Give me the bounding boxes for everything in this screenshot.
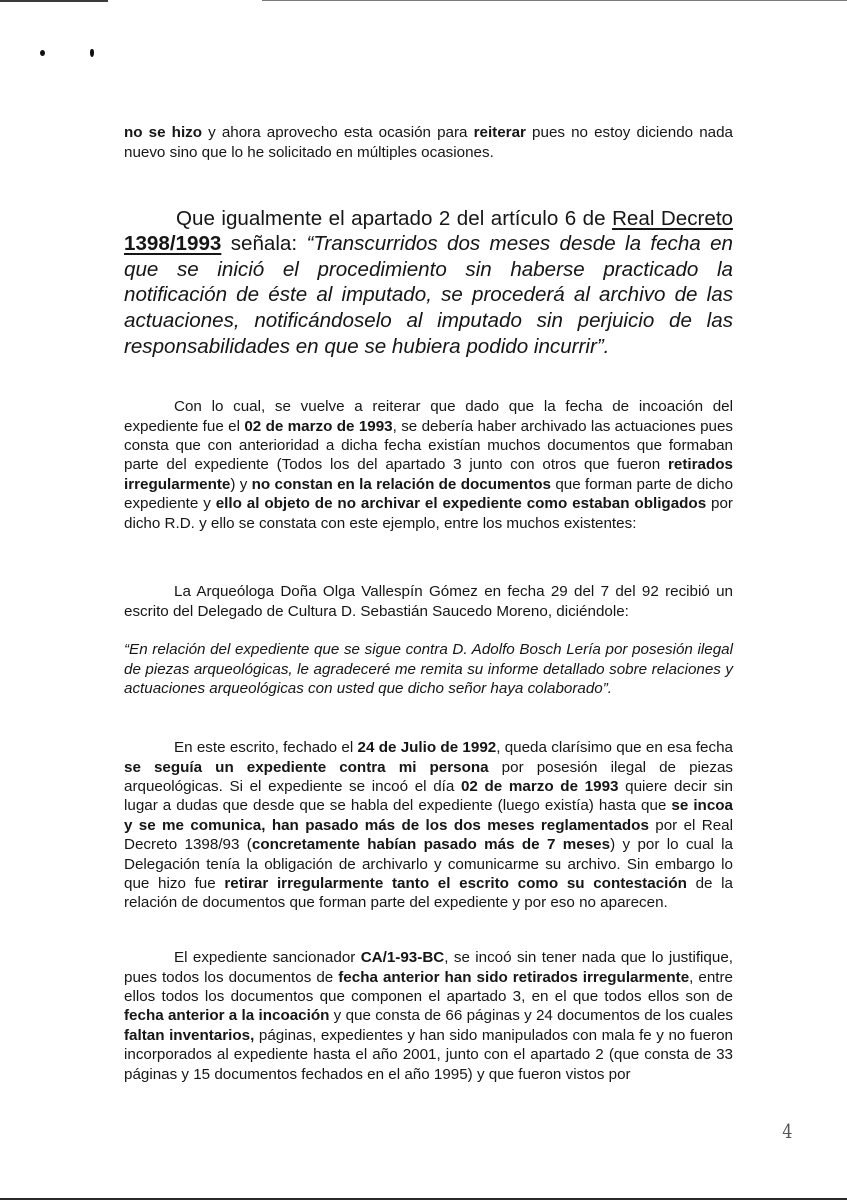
text-run: Real Decreto xyxy=(612,206,733,230)
paragraph-delegado-quote xyxy=(124,640,733,698)
text-run: El expediente sancionador xyxy=(174,949,361,967)
paragraph-escrito-fechado xyxy=(124,738,733,913)
text-run: 1398/1993 xyxy=(124,232,222,256)
text-run: y ahora aprovecho esta ocasión para xyxy=(202,124,474,142)
text-run: y que consta de 66 páginas y 24 documentos de los cuales xyxy=(329,1007,733,1025)
text-run: no constan en la relación de documentos xyxy=(251,475,551,493)
text-run: Con lo cual, se vuelve a reiterar que dado que la fecha de incoación del expediente fue el xyxy=(124,398,733,435)
text-run: no se hizo xyxy=(124,124,203,142)
text-run: por dicho R.D. y ello se constata con este ejemplo, entre los muchos existentes: xyxy=(124,495,733,532)
punch-hole-mark xyxy=(40,50,45,56)
text-run: En este escrito, fechado el xyxy=(174,739,358,757)
text-run: , se incoó sin tener nada que lo justifique, pues todos los documentos de xyxy=(124,949,733,986)
text-run: retirar irregularmente tanto el escrito como su contestación xyxy=(224,875,687,893)
text-run: “En relación del expediente que se sigue contra D. Adolfo Bosch Lería por posesión ilegal de piezas arqueológicas, le agradeceré me remita su informe detallado sobre relaciones y actuaciones arqueológicas con usted que dicho señor haya colaborado”. xyxy=(124,641,733,697)
text-run: por el Real Decreto 1398/93 ( xyxy=(124,816,733,854)
punch-hole-mark xyxy=(90,49,94,57)
text-run: ) y por lo cual la Delegación tenía la obligación de archivarlo y comunicarme su archivo. Sin embargo lo que hizo fue xyxy=(124,836,734,893)
paragraph-real-decreto-quote xyxy=(124,206,733,360)
text-run: señala: xyxy=(221,232,307,256)
text-run: ello al objeto de no archivar el expediente como estaban obligados xyxy=(215,495,707,513)
text-run: pues no estoy diciendo nada nuevo sino que lo he solicitado en múltiples ocasiones. xyxy=(124,124,733,161)
text-run: de la relación de documentos que forman parte del expediente y por eso no aparecen. xyxy=(124,875,734,912)
text-run: La Arqueóloga Doña Olga Vallespín Gómez en fecha 29 del 7 del 92 recibió un escrito del Delegado de Cultura D. Sebastián Saucedo Moreno, diciéndole: xyxy=(124,583,733,620)
text-run: 02 de marzo de 1993 xyxy=(460,778,619,795)
paragraph-expediente-sancionador xyxy=(124,948,733,1084)
text-run: CA/1-93-BC xyxy=(360,949,445,967)
text-run: reiterar xyxy=(473,124,526,142)
text-run: se seguía un expediente contra mi persona xyxy=(124,758,489,776)
paragraph-reiteration xyxy=(124,397,733,533)
text-run: ) y xyxy=(230,475,252,493)
scan-edge-top-right xyxy=(262,0,847,1)
text-run: , entre ellos todos los documentos que componen el apartado 3, en el que todos ellos son de xyxy=(124,968,733,1005)
text-run: se incoa y se me comunica, han pasado más de los dos meses reglamentados xyxy=(124,797,733,834)
text-run: , queda clarísimo que en esa fecha xyxy=(496,739,733,757)
text-run: retirados irregularmente xyxy=(124,456,733,493)
text-run: quiere decir sin lugar a dudas que desde que se habla del expediente (luego existía) hasta que xyxy=(124,778,733,815)
text-run: que forman parte de dicho expediente y xyxy=(124,475,734,513)
text-run: fecha anterior han sido retirados irregularmente xyxy=(338,968,690,986)
paragraph-continuation xyxy=(124,123,733,162)
text-run: páginas, expedientes y han sido manipulados con mala fe y no fueron incorporados al expediente hasta el año 2001, junto con el apartado 2 (que consta de 33 páginas y 15 documentos fechados en el año 1995) y que fueron vistos por xyxy=(124,1026,733,1083)
text-run: 24 de Julio de 1992 xyxy=(357,739,497,757)
text-run: concretamente habían pasado más de 7 meses xyxy=(251,836,611,854)
paragraph-arqueologa xyxy=(124,582,733,621)
page-number: 4 xyxy=(782,1119,793,1143)
text-run: fecha anterior a la incoación xyxy=(124,1007,330,1025)
text-run: por posesión ilegal de piezas arqueológicas. Si el expediente se incoó el día xyxy=(124,758,733,795)
text-run: , se debería haber archivado las actuaciones pues consta que con anterioridad a dicha fecha existían muchos documentos que formaban parte del expediente (Todos los del apartado 3 junto con otros que fueron xyxy=(124,417,733,474)
text-run: faltan inventarios, xyxy=(124,1026,255,1044)
text-run: “Transcurridos dos meses desde la fecha en que se inició el procedimiento sin haberse practicado la notificación de éste al imputado, se procederá al archivo de las actuaciones, notificándoselo al imputado sin perjuicio de las responsabilidades en que se hubiera podido incurrir”. xyxy=(124,232,733,358)
text-run: Que igualmente el apartado 2 del artículo 6 de xyxy=(176,206,613,230)
scan-edge-top-left xyxy=(0,0,108,2)
text-run: 02 de marzo de 1993 xyxy=(244,417,393,435)
